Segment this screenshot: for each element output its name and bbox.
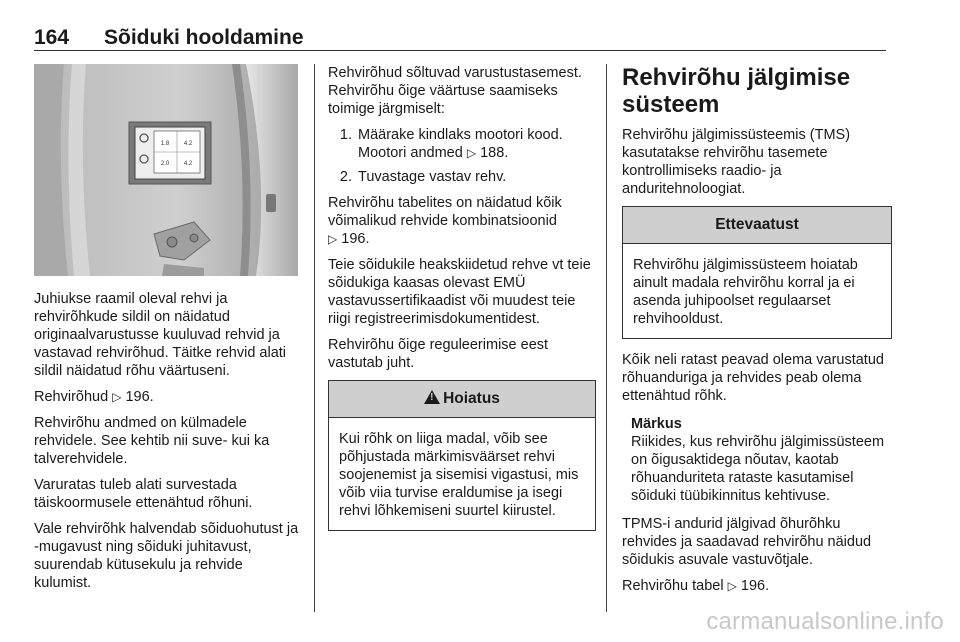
paragraph-four-wheels: Kõik neli ratast peavad olema varustatud rõhuanduriga ja rehvides peab olema ettenähtud rõhk. (622, 352, 884, 404)
paragraph-tms-intro: Rehvirõhu jälgimissüsteemis (TMS) kasutatakse rehvirõhu tasemete kontrollimiseks raadio- ja anduritehnoloogiat. (622, 127, 851, 197)
paragraph-driver-responsible: Rehvirõhu õige reguleerimise eest vastutab juht. (328, 337, 549, 371)
list-item: 2. Tuvastage vastav rehv. (356, 168, 596, 186)
arrow-right-icon: ▷ (727, 579, 737, 593)
column-1 (34, 290, 302, 600)
paragraph-original-tyres: Juhiukse raamil oleval rehvi ja rehvirõhkude sildil on näidatud originaalvarustusse kuuluvad rehvid ja vastavad rehvirõhud. Täitke rehvid alati sildil näidatud rõhu väärtuseni. (34, 291, 287, 379)
paragraph-approved-tyres: Teie sõidukile heakskiidetud rehve vt teie sõidukiga kaasas olevast EMÜ vastavussertifikaadist või muudest teie riigi registreerimisdokumentidest. (328, 257, 591, 327)
door-frame-illustration (34, 64, 298, 276)
arrow-right-icon: ▷ (112, 390, 122, 404)
note-block (622, 415, 892, 505)
paragraph-pressure-tables: Rehvirõhu tabelites on näidatud kõik võimalikud rehvide kombinatsioonid ▷ 196. (328, 195, 562, 247)
page-reference[interactable]: 196. (125, 389, 154, 405)
column-divider-2 (606, 64, 607, 612)
column-divider-1 (314, 64, 315, 612)
label-cell-2: 4.2 (183, 141, 193, 147)
warning-box (328, 380, 596, 531)
warning-box-header: !Hoiatus (329, 381, 595, 418)
paragraph-tpms-sensors: TPMS-i andurid jälgivad õhurõhku rehvides ja saadavad rehvirõhu näidud sõidukis asuvale vastuvõtjale. (622, 516, 872, 568)
watermark: carmanualsonline.info (706, 608, 944, 635)
note-title: Märkus (631, 416, 682, 432)
page-number: 164 (34, 26, 70, 49)
paragraph-wrong-pressure: Vale rehvirõhk halvendab sõiduohutust ja -mugavust ning sõiduki juhitavust, suurendab kütusekulu ja rehvide kulumist. (34, 521, 299, 591)
caution-box (622, 206, 892, 339)
paragraph-spare-wheel: Varuratas tuleb alati survestada täiskoormusele ettenähtud rõhuni. (34, 477, 253, 511)
label-cell-3: 2.0 (160, 161, 170, 167)
paragraph-pressure-depends: Rehvirõhud sõltuvad varustustasemest. Rehvirõhu õige väärtuse saamiseks toimige järgmiselt: (328, 65, 582, 117)
warning-triangle-icon (424, 390, 440, 404)
door-frame-photo (34, 64, 298, 276)
arrow-right-icon: ▷ (466, 146, 477, 160)
paragraph-cold-tyres: Rehvirõhu andmed on külmadele rehvidele. See kehtib nii suve- kui ka talverehvidele. (34, 415, 270, 467)
note-body: Riikides, kus rehvirõhu jälgimissüsteem on õigusaktidega nõutav, kaotab rõhuanduriteta rataste kasutamisel sõiduki tüübikinnitus kehtivuse. (631, 434, 885, 504)
chapter-title: Sõiduki hooldamine (104, 26, 304, 49)
column-3 (622, 64, 892, 603)
header-divider (34, 50, 886, 51)
section-title: Rehvirõhu jälgimise süsteem (622, 64, 851, 118)
paragraph-pressure-table-ref: Rehvirõhu tabel ▷ 196. (622, 578, 770, 594)
page-header (34, 26, 886, 52)
list-item: 1. Määrake kindlaks mootori kood. Mootori andmed ▷ 188. (356, 126, 596, 162)
label-cell-1: 1.8 (160, 141, 170, 147)
column-2 (328, 64, 596, 543)
caution-box-body: Rehvirõhu jälgimissüsteem hoiatab ainult madala rehvirõhu korral ja ei asenda juhipoolset regulaarset rehvihooldust. (633, 257, 858, 327)
arrow-right-icon: ▷ (328, 232, 338, 246)
label-cell-4: 4.2 (183, 161, 193, 167)
warning-box-body: Kui rõhk on liiga madal, võib see põhjustada märkimisväärset rehvi soojenemist ja sisemisi vigastusi, mis võib viia turvise eraldumise ja isegi rehvi lõhkemiseni suurtel kiirustel. (339, 431, 579, 519)
page-reference[interactable]: 196. (341, 231, 370, 247)
page-reference[interactable]: 196. (740, 578, 770, 594)
caution-box-header: Ettevaatust (623, 207, 891, 244)
steps-list (328, 126, 596, 186)
page-reference[interactable]: 188. (480, 145, 509, 161)
paragraph-tyre-pressure-ref: Rehvirõhud ▷ 196. (34, 389, 154, 405)
